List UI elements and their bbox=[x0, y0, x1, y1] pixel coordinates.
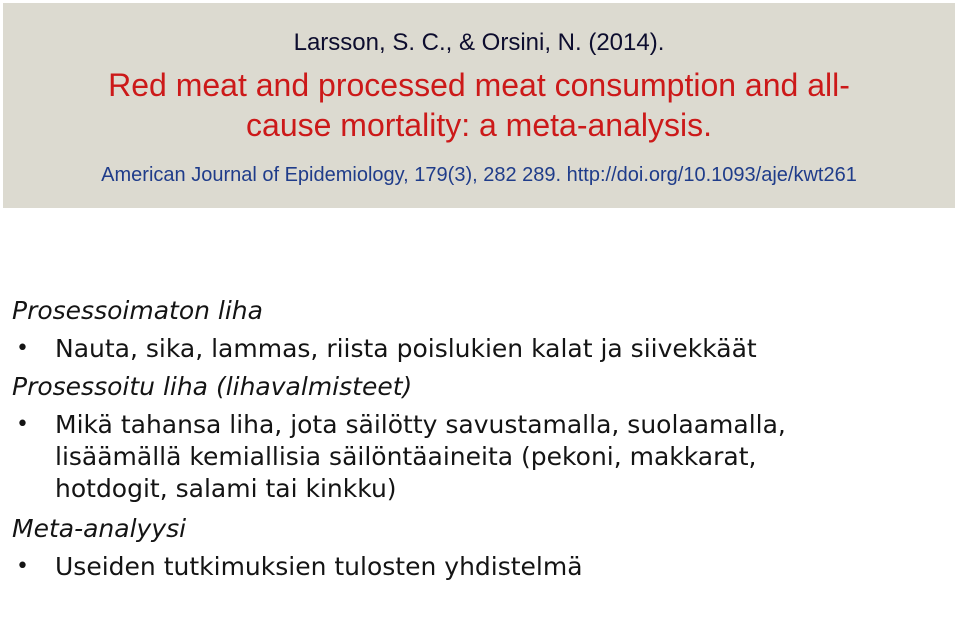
item-unprocessed-meat bbox=[12, 333, 947, 365]
bullet-icon: • bbox=[16, 412, 29, 437]
bullet-icon: • bbox=[16, 336, 29, 361]
item-text-line-1: Mikä tahansa liha, jota säilötty savustamalla, suolaamalla, bbox=[55, 410, 786, 439]
reference-box bbox=[3, 3, 955, 208]
reference-journal: American Journal of Epidemiology, 179(3), 282 289. http://doi.org/10.1093/aje/kwt261 bbox=[101, 164, 857, 186]
item-meta-analysis bbox=[12, 551, 947, 583]
item-text-line-2: lisäämällä kemiallisia säilöntäaineita (pekoni, makkarat, bbox=[55, 442, 757, 471]
heading-meta-analysis: Meta-analyysi bbox=[12, 514, 187, 543]
definitions-list bbox=[12, 295, 947, 583]
reference-title-line-2: cause mortality: a meta-analysis. bbox=[246, 107, 712, 143]
item-text-line-3: hotdogit, salami tai kinkku) bbox=[55, 474, 397, 503]
item-processed-meat bbox=[12, 409, 947, 505]
bullet-icon: • bbox=[16, 554, 29, 579]
item-text: Useiden tutkimuksien tulosten yhdistelmä bbox=[55, 552, 583, 581]
reference-title-line-1: Red meat and processed meat consumption and all- bbox=[108, 67, 850, 103]
item-text: Nauta, sika, lammas, riista poislukien kalat ja siivekkäät bbox=[55, 334, 757, 363]
heading-unprocessed-meat: Prosessoimaton liha bbox=[12, 296, 263, 325]
reference-title bbox=[23, 65, 935, 145]
heading-processed-meat: Prosessoitu liha (lihavalmisteet) bbox=[12, 372, 413, 401]
reference-authors: Larsson, S. C., & Orsini, N. (2014). bbox=[293, 29, 665, 56]
